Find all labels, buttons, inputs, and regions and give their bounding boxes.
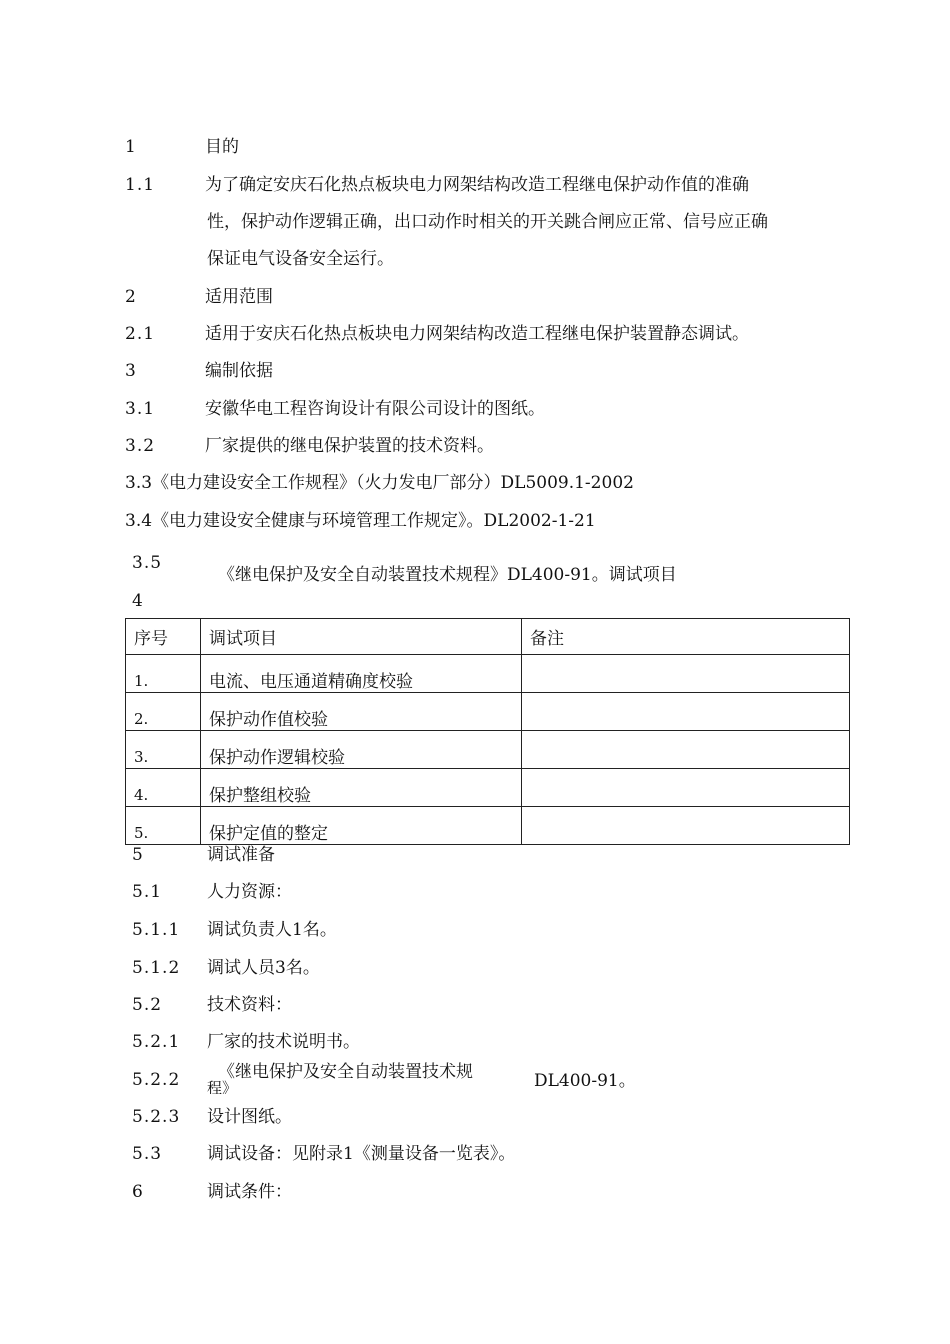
section-5-2-1-number: 5.2.1 (132, 1032, 181, 1052)
row-note (522, 655, 850, 693)
row-item: 保护整组校验 (201, 769, 522, 807)
row-number: 3. (126, 731, 201, 769)
row-item: 保护动作逻辑校验 (201, 731, 522, 769)
row-number: 4. (126, 769, 201, 807)
section-2-1-number: 2.1 (125, 324, 156, 344)
section-3-2-number: 3.2 (125, 436, 156, 456)
section-5-2-number: 5.2 (132, 995, 163, 1015)
section-3-number: 3 (125, 361, 137, 381)
section-5-3-number: 5.3 (132, 1144, 163, 1164)
section-5-title: 调试准备 (207, 845, 275, 865)
section-2-title: 适用范围 (205, 287, 273, 307)
row-note (522, 769, 850, 807)
table-row (126, 731, 850, 769)
section-1-1-number: 1.1 (125, 175, 156, 195)
section-3-4-text: 3.4《电力建设安全健康与环境管理工作规定》。DL2002-1-21 (125, 511, 596, 531)
section-5-3-text: 调试设备：见附录1《测量设备一览表》。 (207, 1144, 516, 1164)
section-1-number: 1 (125, 137, 137, 157)
section-5-2-1-text: 厂家的技术说明书。 (207, 1032, 360, 1052)
section-1-1-line-1: 为了确定安庆石化热点板块电力网架结构改造工程继电保护动作值的准确 (205, 175, 749, 195)
section-1-title: 目的 (205, 137, 239, 157)
row-note (522, 731, 850, 769)
section-5-1-number: 5.1 (132, 882, 163, 902)
table-row (126, 807, 850, 845)
section-3-title: 编制依据 (205, 361, 273, 381)
section-5-2-2-text-b: 程》 (207, 1080, 238, 1094)
section-3-5-text: 《继电保护及安全自动装置技术规程》DL400-91。调试项目 (218, 565, 677, 585)
section-3-5-number: 3.5 (132, 553, 163, 573)
header-note: 备注 (522, 619, 850, 655)
test-items-table (125, 618, 850, 845)
section-1-1-line-3: 保证电气设备安全运行。 (207, 249, 394, 269)
section-5-2-2-number: 5.2.2 (132, 1070, 181, 1090)
section-5-2-2-text-a: 《继电保护及安全自动装置技术规 (218, 1062, 473, 1082)
section-5-1-1-text: 调试负责人1名。 (207, 920, 337, 940)
section-3-3-text: 3.3《电力建设安全工作规程》（火力发电厂部分）DL5009.1-2002 (125, 473, 634, 493)
section-5-1-1-number: 5.1.1 (132, 920, 181, 940)
row-number: 2. (126, 693, 201, 731)
section-5-2-3-text: 设计图纸。 (207, 1107, 292, 1127)
section-3-1-number: 3.1 (125, 399, 156, 419)
table-header-row (126, 619, 850, 655)
row-item: 电流、电压通道精确度校验 (201, 655, 522, 693)
row-number: 5. (126, 807, 201, 845)
section-1-1-line-2: 性，保护动作逻辑正确，出口动作时相关的开关跳合闸应正常、信号应正确 (207, 212, 768, 232)
header-item: 调试项目 (201, 619, 522, 655)
row-number: 1. (126, 655, 201, 693)
section-5-number: 5 (132, 845, 144, 865)
section-5-1-2-number: 5.1.2 (132, 958, 181, 978)
section-4-number: 4 (132, 591, 144, 611)
section-5-1-text: 人力资源： (207, 882, 292, 902)
row-note (522, 807, 850, 845)
section-5-2-text: 技术资料： (207, 995, 292, 1015)
row-item: 保护定值的整定 (201, 807, 522, 845)
section-3-1-text: 安徽华电工程咨询设计有限公司设计的图纸。 (205, 399, 545, 419)
section-5-2-3-number: 5.2.3 (132, 1107, 181, 1127)
table-row (126, 769, 850, 807)
section-6-number: 6 (132, 1182, 144, 1202)
row-item: 保护动作值校验 (201, 693, 522, 731)
header-seq: 序号 (126, 619, 201, 655)
section-5-2-2-text-c: DL400-91。 (534, 1071, 636, 1091)
table-row (126, 693, 850, 731)
section-3-2-text: 厂家提供的继电保护装置的技术资料。 (205, 436, 494, 456)
section-2-1-text: 适用于安庆石化热点板块电力网架结构改造工程继电保护装置静态调试。 (205, 324, 749, 344)
table-row (126, 655, 850, 693)
section-5-1-2-text: 调试人员3名。 (207, 958, 320, 978)
row-note (522, 693, 850, 731)
section-6-title: 调试条件： (207, 1182, 292, 1202)
section-2-number: 2 (125, 287, 137, 307)
